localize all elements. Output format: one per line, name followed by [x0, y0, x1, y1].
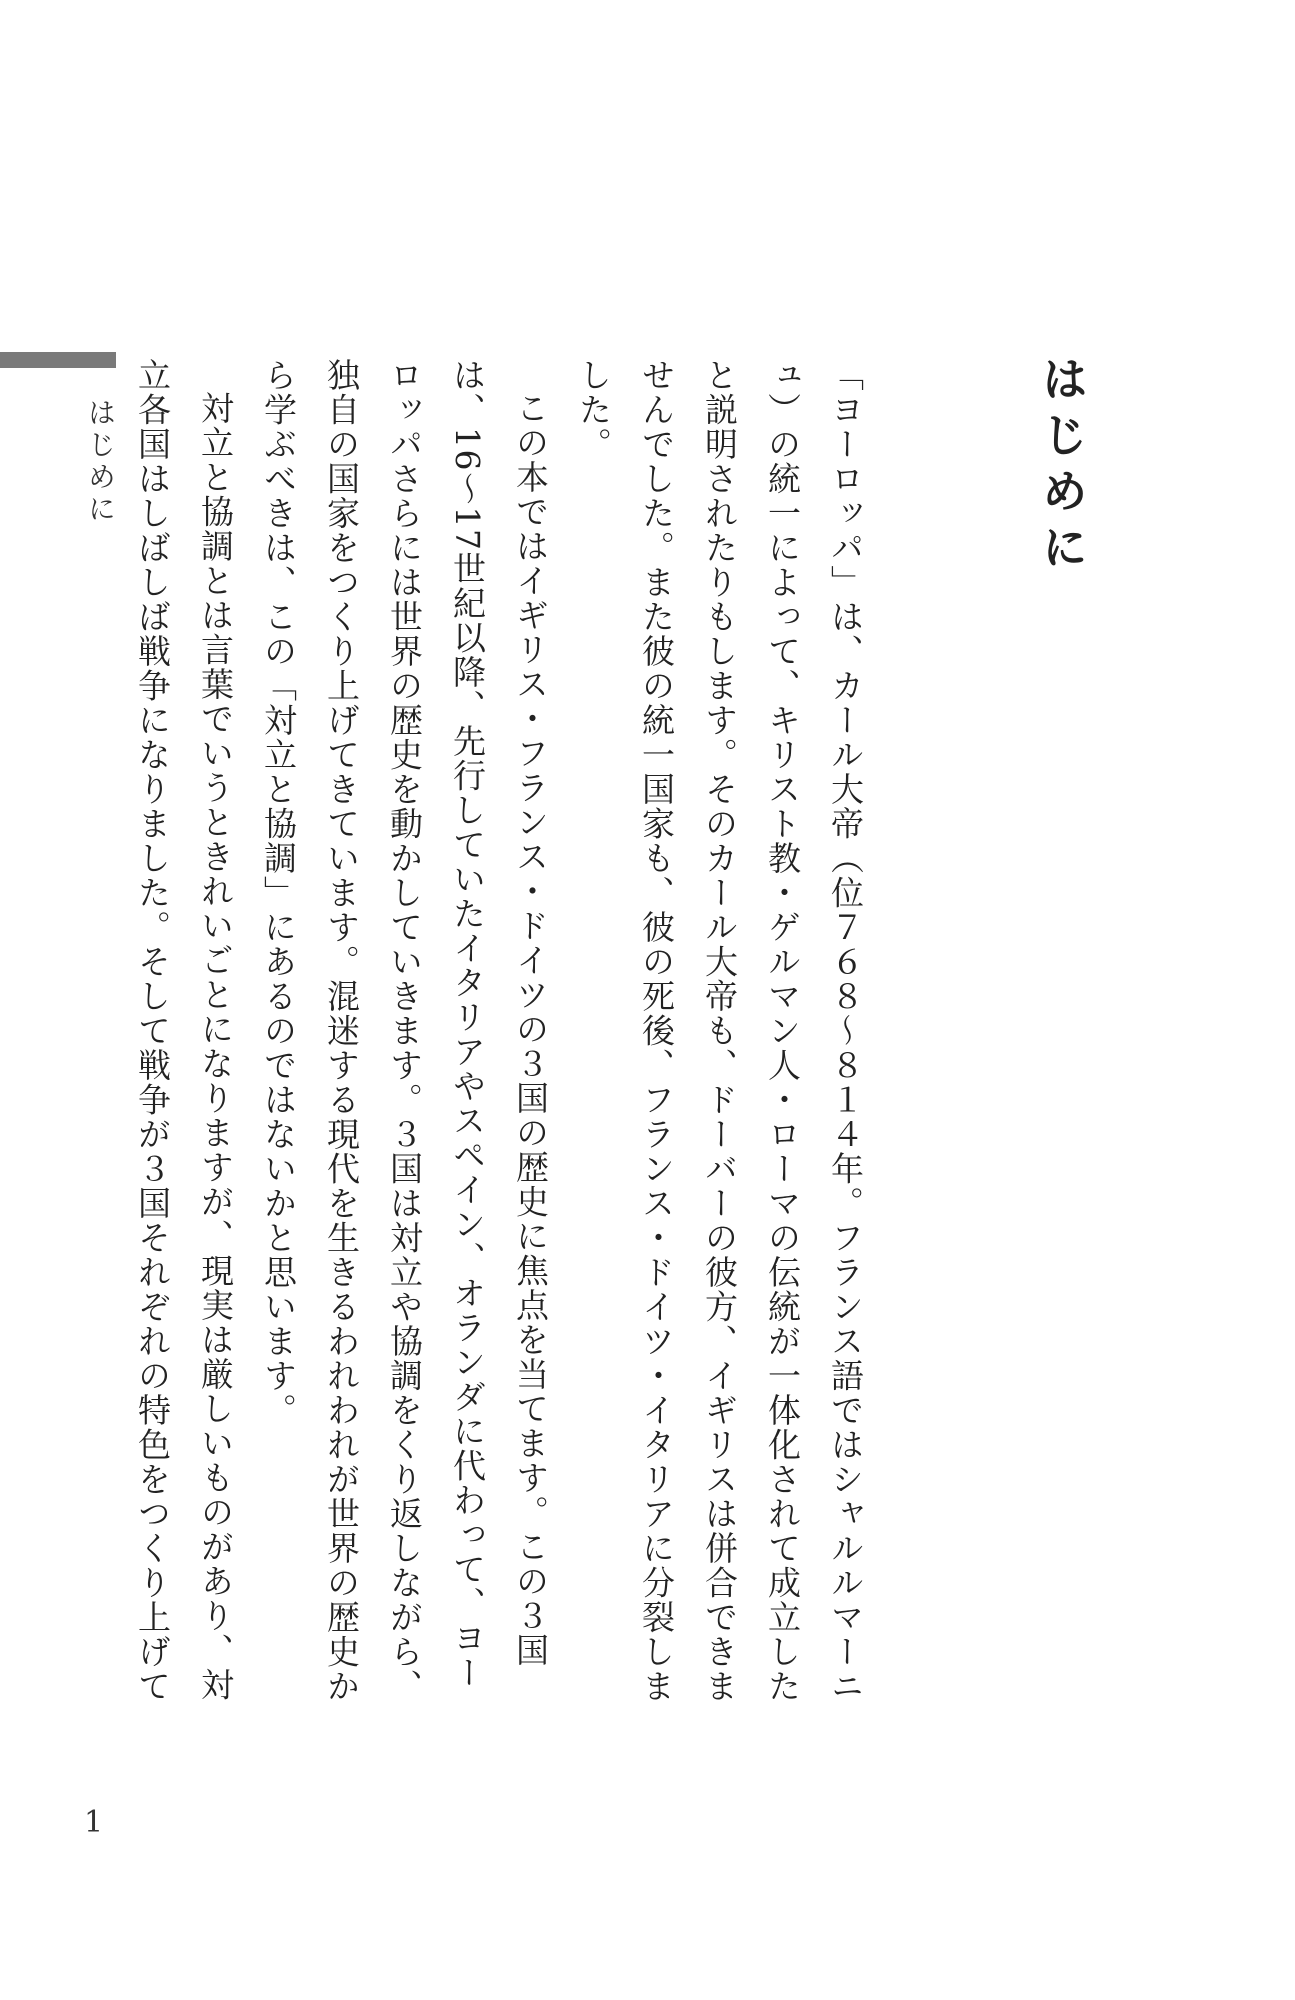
- chapter-tab-bar: [0, 352, 116, 368]
- running-head: はじめに: [84, 398, 117, 526]
- chapter-heading: はじめに: [1035, 355, 1089, 579]
- body-text: [121, 358, 877, 1718]
- paragraph-1: 「ヨーロッパ」は、カール大帝（位７６８〜８１４年。フランス語ではシャルルマーニュ）の統一によって、キリスト教・ゲルマン人・ローマの伝統が一体化されて成立したと説明されたりもします。そのカール大帝も、ドーバーの彼方、イギリスは併合できませんでした。また彼の統一国家も、彼の死後、フランス・ドイツ・イタリアに分裂しました。: [574, 358, 865, 1704]
- paragraph-2: この本ではイギリス・フランス・ドイツの３国の歴史に焦点を当てます。この３国は、16〜17世紀以降、先行していたイタリアやスペイン、オランダに代わって、ヨーロッパさらには世界の歴史を動かしていきます。３国は対立や協調をくり返しながら、独自の国家をつくり上げてきています。混迷する現代を生きるわれわれが世界の歴史から学ぶべきは、この「対立と協調」にあるのではないかと思います。: [259, 358, 550, 1704]
- page-number: 1: [84, 1805, 104, 1840]
- paragraph-3: 対立と協調とは言葉でいうときれいごとになりますが、現実は厳しいものがあり、対立各国はしばしば戦争になりました。そして戦争が３国それぞれの特色をつくり上げて: [133, 358, 235, 1704]
